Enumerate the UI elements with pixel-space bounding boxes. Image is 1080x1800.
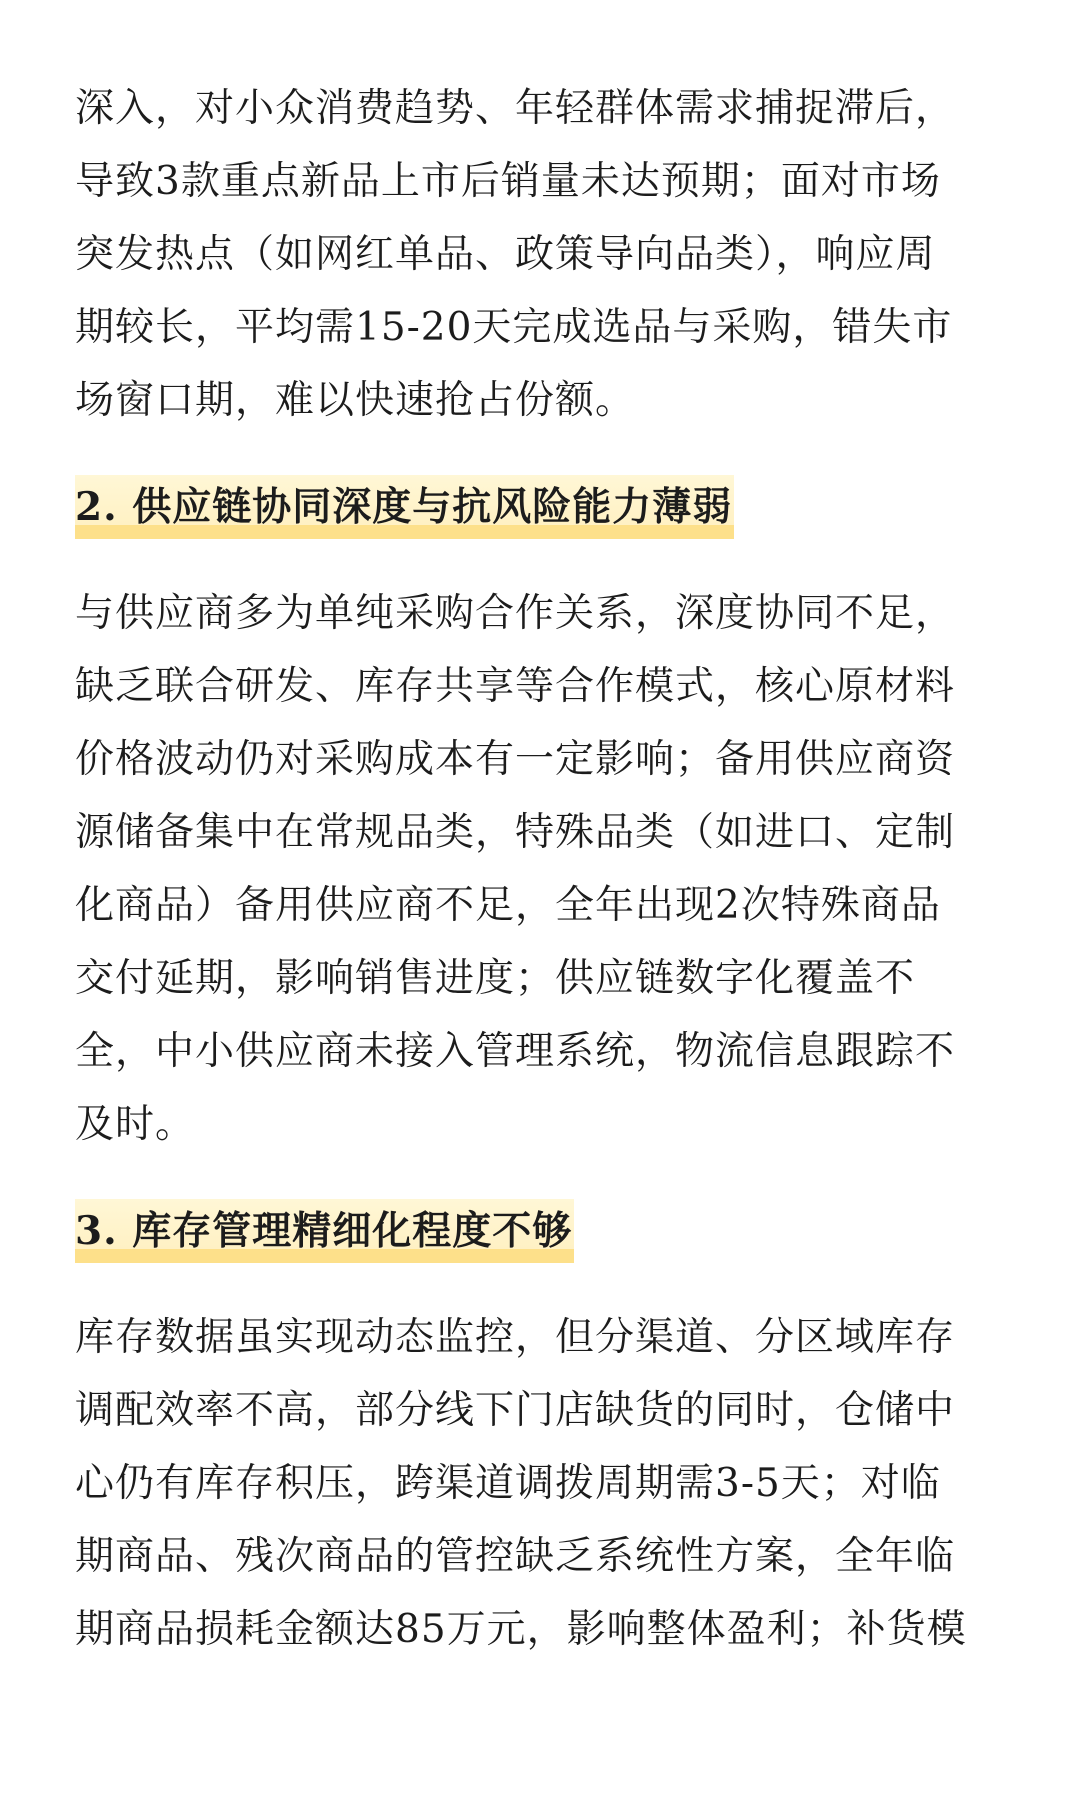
paragraph-line: 交付延期，影响销售进度；供应链数字化覆盖不 <box>75 956 916 1001</box>
paragraph-line: 与供应商多为单纯采购合作关系，深度协同不足， <box>75 591 956 636</box>
paragraph-line: 期较长，平均需15-20天完成选品与采购，错失市 <box>75 305 953 350</box>
paragraph-inventory <box>75 1301 1008 1666</box>
paragraph-line: 及时。 <box>75 1102 196 1147</box>
paragraph-supply-chain <box>75 577 1008 1161</box>
paragraph-line: 调配效率不高，部分线下门店缺货的同时，仓储中 <box>75 1388 956 1433</box>
paragraph-line: 导致3款重点新品上市后销量未达预期；面对市场 <box>75 159 941 204</box>
section-heading-inventory: 3. 库存管理精细化程度不够 <box>75 1199 574 1263</box>
section-heading-supply-chain: 2. 供应链协同深度与抗风险能力薄弱 <box>75 475 734 539</box>
paragraph-line: 期商品损耗金额达85万元，影响整体盈利；补货模 <box>75 1607 967 1652</box>
paragraph-line: 期商品、残次商品的管控缺乏系统性方案，全年临 <box>75 1534 956 1579</box>
paragraph-line: 源储备集中在常规品类，特殊品类（如进口、定制 <box>75 810 956 855</box>
paragraph-market-response <box>75 0 1008 437</box>
paragraph-line: 化商品）备用供应商不足，全年出现2次特殊商品 <box>75 883 941 928</box>
paragraph-line: 心仍有库存积压，跨渠道调拨周期需3-5天；对临 <box>75 1461 941 1506</box>
paragraph-line: 缺乏联合研发、库存共享等合作模式，核心原材料 <box>75 664 956 709</box>
paragraph-line: 库存数据虽实现动态监控，但分渠道、分区域库存 <box>75 1315 956 1360</box>
paragraph-line: 全，中小供应商未接入管理系统，物流信息跟踪不 <box>75 1029 956 1074</box>
paragraph-line: 场窗口期，难以快速抢占份额。 <box>75 378 636 423</box>
section-heading-3-wrapper <box>75 1199 1008 1263</box>
section-heading-2-wrapper <box>75 475 1008 539</box>
paragraph-line: 价格波动仍对采购成本有一定影响；备用供应商资 <box>75 737 956 782</box>
paragraph-line: 深入，对小众消费趋势、年轻群体需求捕捉滞后， <box>75 86 956 131</box>
paragraph-line: 突发热点（如网红单品、政策导向品类），响应周 <box>75 232 936 277</box>
